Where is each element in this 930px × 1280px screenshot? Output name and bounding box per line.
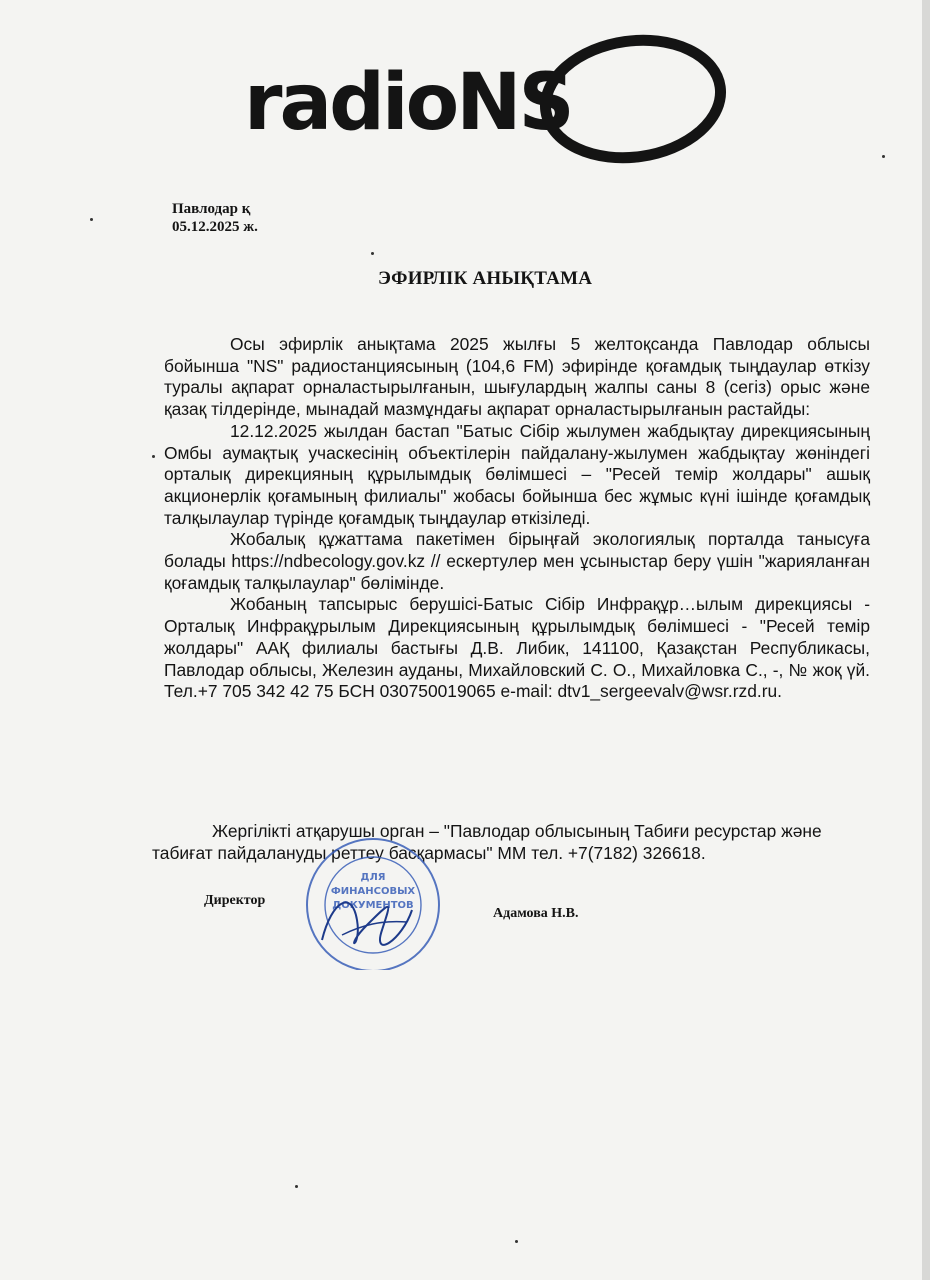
paper-speck bbox=[295, 1185, 298, 1188]
document-title: ЭФИРЛІК АНЫҚТАМА bbox=[378, 268, 593, 289]
director-signature bbox=[312, 880, 422, 965]
svg-text:ФИНАНСОВЫХ: ФИНАНСОВЫХ bbox=[330, 886, 416, 897]
document-body bbox=[164, 334, 870, 703]
paper-speck bbox=[152, 455, 155, 458]
paragraph-portal: Жобалық құжаттама пакетімен бірыңғай экологиялық порталда танысуға болады https://ndbecology.gov.kz // ескертулер мен ұсыныстар беру үшін "жарияланған қоғамдық талқылаулар" бөлімінде. bbox=[164, 529, 870, 593]
place-date-block bbox=[172, 200, 258, 236]
paper-edge bbox=[922, 0, 930, 1280]
paragraph-customer: Жобаның тапсырыс берушісі-Батыс Сібір Инфрақұр…ылым дирекциясы - Орталық Инфрақұрылым Дирекциясының құрылымдық бөлімшесі - "Ресей темір жолдары" ААҚ филиалы бастығы Д.В. Либик, 141100, Қазақстан Республикасы, Павлодар облысы, Железин ауданы, Михайловский С. О., Михайловка С., -, № жоқ үй. Тел.+7 705 342 42 75 БСН 030750019065 e-mail: dtv1_sergeevalv@wsr.rzd.ru. bbox=[164, 594, 870, 702]
paragraph-confirmation: Осы эфирлік анықтама 2025 жылғы 5 желтоқсанда Павлодар облысы бойынша "NS" радиостанциясының (104,6 FM) эфирінде қоғамдық тыңдаулар өткізу туралы ақпарат орналастырылғанын, шығулардың жалпы саны 8 (сегіз) орыс және қазақ тілдерінде, мынадай мазмұндағы ақпарат орналастырылғанын растайды: bbox=[164, 334, 870, 420]
paragraph-hearings: 12.12.2025 жылдан бастап "Батыс Сібір жылумен жабдықтау дирекциясының Омбы аумақтық учаскесінің объектілерін пайдалану-жылумен жабдықтау жөніндегі орталық дирекцияның құрылымдық бөлімшесі – "Ресей темір жолдары" ашық акционерлік қоғамының филиалы" жобасы бойынша бес жұмыс күні ішінде қоғамдық талқылаулар түрінде қоғамдық тыңдаулар өткізіледі. bbox=[164, 420, 870, 528]
document-date: 05.12.2025 ж. bbox=[172, 219, 258, 235]
director-label: Директор bbox=[204, 893, 266, 908]
paper-speck bbox=[882, 155, 885, 158]
radio-ns-logo bbox=[238, 26, 728, 191]
city-label: Павлодар қ bbox=[172, 201, 251, 217]
paper-speck bbox=[515, 1240, 518, 1243]
paper-speck bbox=[371, 252, 374, 255]
logo-wordmark: radioNS bbox=[244, 58, 572, 148]
paper-speck bbox=[90, 218, 93, 221]
paragraph-local-authority: Жергілікті атқарушы орган – "Павлодар облысының Табиғи ресурстар және табиғат пайдалануды реттеу басқармасы" ММ тел. +7(7182) 326618. bbox=[152, 821, 822, 863]
svg-text:ДОКУМЕНТОВ: ДОКУМЕНТОВ bbox=[332, 900, 414, 911]
director-name: Адамова Н.В. bbox=[493, 906, 579, 921]
svg-text:ДЛЯ: ДЛЯ bbox=[360, 872, 386, 883]
